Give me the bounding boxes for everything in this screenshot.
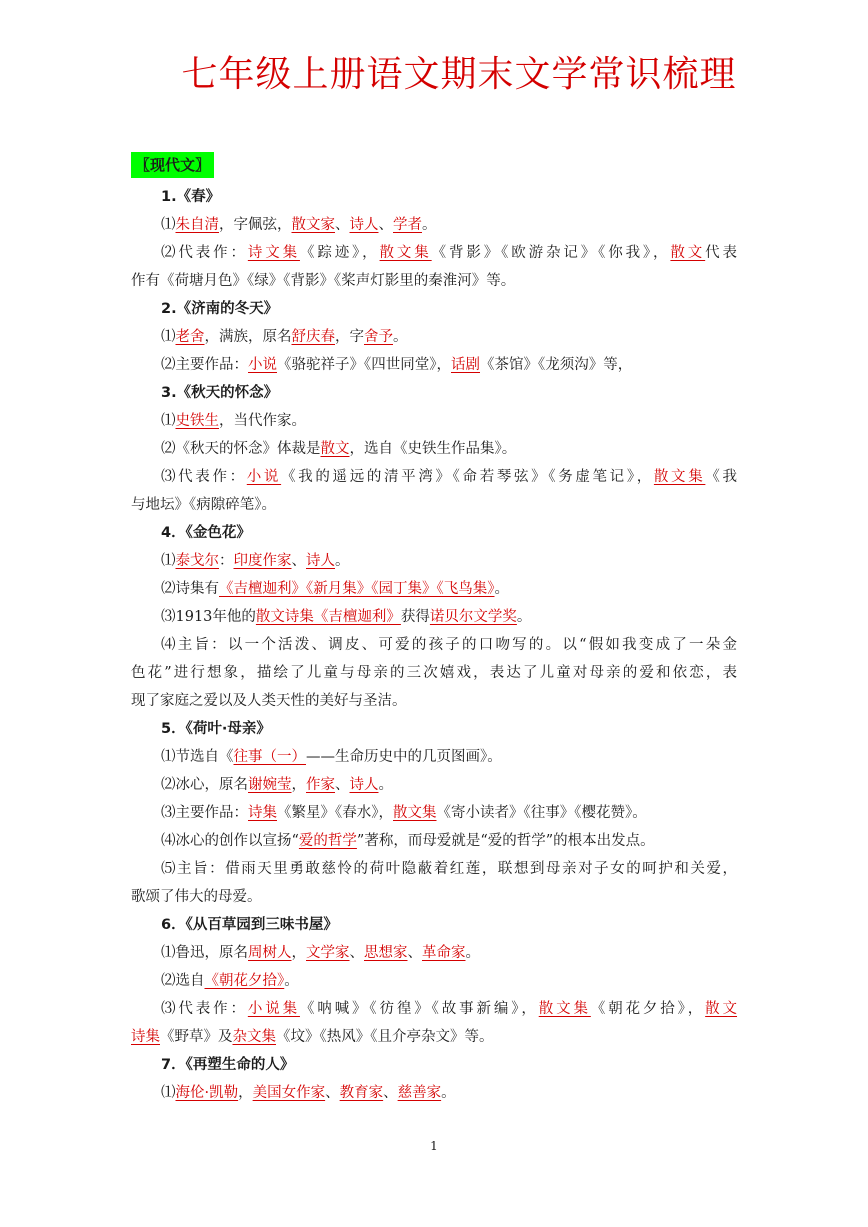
section-heading bbox=[131, 519, 737, 547]
text-span: ⑴ bbox=[161, 329, 176, 345]
answer-blank: 舍予 bbox=[364, 329, 393, 345]
text-line bbox=[131, 883, 737, 911]
text-span: 、 bbox=[325, 1085, 340, 1101]
text-line bbox=[131, 491, 737, 519]
text-span: 2.《济南的冬天》 bbox=[161, 301, 279, 317]
text-span: ， bbox=[238, 1085, 253, 1101]
text-span: ： bbox=[219, 553, 234, 569]
text-line bbox=[131, 967, 737, 995]
text-span: ，选自《史铁生作品集》。 bbox=[349, 441, 517, 457]
answer-blank: 教育家 bbox=[339, 1085, 384, 1101]
text-span: ⑴节选自《 bbox=[161, 749, 234, 765]
text-span: 3.《秋天的怀念》 bbox=[161, 385, 279, 401]
answer-blank: 学者 bbox=[393, 217, 422, 233]
answer-blank: 美国女作家 bbox=[252, 1085, 326, 1101]
text-line bbox=[131, 575, 737, 603]
text-span: ⑴ bbox=[161, 553, 176, 569]
answer-blank: 诗文集 bbox=[247, 245, 300, 261]
text-span: 。 bbox=[378, 777, 393, 793]
answer-blank: 散文集 bbox=[653, 469, 706, 485]
answer-blank: 散文 bbox=[670, 245, 706, 261]
text-line bbox=[131, 827, 737, 855]
answer-blank: 革命家 bbox=[422, 945, 466, 961]
text-line bbox=[131, 547, 737, 575]
text-span: 、 bbox=[378, 217, 393, 233]
text-span: 《寄小读者》《往事》《樱花赞》。 bbox=[436, 805, 647, 821]
text-span: ⑵《秋天的怀念》体裁是 bbox=[161, 441, 321, 457]
text-span: ， bbox=[291, 945, 306, 961]
section-tag: 〖现代文〗 bbox=[131, 152, 214, 178]
text-span: ⑷冰心的创作以宣扬“ bbox=[161, 833, 299, 849]
text-span: 《野草》及 bbox=[160, 1029, 233, 1045]
text-line bbox=[131, 351, 737, 379]
answer-blank: 小说 bbox=[246, 469, 282, 485]
text-span: 7．《再塑生命的人》 bbox=[161, 1057, 295, 1073]
text-span: 。 bbox=[422, 217, 437, 233]
answer-blank: 杂文集 bbox=[232, 1029, 276, 1045]
section-heading bbox=[131, 379, 737, 407]
text-span: 4．《金色花》 bbox=[161, 525, 251, 541]
text-span: ⑶主要作品： bbox=[161, 805, 248, 821]
answer-blank: 朱自清 bbox=[175, 217, 219, 233]
text-span: 作有《荷塘月色》《绿》《背影》《桨声灯影里的秦淮河》等。 bbox=[131, 273, 516, 289]
text-line bbox=[131, 631, 737, 659]
document-body bbox=[131, 183, 737, 1107]
section-heading bbox=[131, 715, 737, 743]
answer-blank: 海伦·凯勒 bbox=[175, 1085, 239, 1101]
text-span: 5．《荷叶·母亲》 bbox=[161, 721, 271, 737]
answer-blank: 作家 bbox=[306, 777, 335, 793]
text-span: ⑶代表作： bbox=[161, 469, 247, 485]
text-line bbox=[131, 407, 737, 435]
text-span: 6．《从百草园到三味书屋》 bbox=[161, 917, 338, 933]
text-line bbox=[131, 743, 737, 771]
answer-blank: 老舍 bbox=[175, 329, 205, 345]
text-span: 《呐喊》《彷徨》《故事新编》， bbox=[299, 1001, 539, 1017]
section-heading bbox=[131, 1051, 737, 1079]
text-span: ⑵代表作： bbox=[161, 245, 248, 261]
text-span: ⑴ bbox=[161, 413, 176, 429]
text-line bbox=[131, 687, 737, 715]
text-span: 获得 bbox=[400, 609, 430, 625]
text-span: ——生命历史中的几页图画》。 bbox=[306, 749, 502, 765]
text-span: 、 bbox=[335, 217, 350, 233]
text-line bbox=[131, 1023, 737, 1051]
text-line bbox=[131, 939, 737, 967]
answer-blank: 散文集 bbox=[538, 1001, 591, 1017]
text-span: 《我的遥远的清平湾》《命若琴弦》《务虚笔记》， bbox=[281, 469, 654, 485]
text-span: 、 bbox=[383, 1085, 398, 1101]
text-span: 。 bbox=[393, 329, 408, 345]
text-span: ，当代作家。 bbox=[219, 413, 306, 429]
answer-blank: 话剧 bbox=[451, 357, 480, 373]
answer-blank: 印度作家 bbox=[233, 553, 292, 569]
section-heading bbox=[131, 183, 737, 211]
text-span: 色花”进行想象，描绘了儿童与母亲的三次嬉戏，表达了儿童对母亲的爱和依恋，表 bbox=[131, 665, 737, 681]
text-line bbox=[131, 799, 737, 827]
text-span: 《繁星》《春水》， bbox=[277, 805, 393, 821]
section-heading bbox=[131, 295, 737, 323]
text-span: 。 bbox=[494, 581, 509, 597]
answer-blank: 诗人 bbox=[349, 217, 379, 233]
text-span: ⑵主要作品： bbox=[161, 357, 248, 373]
text-line bbox=[131, 995, 737, 1023]
text-span: 《踪迹》， bbox=[299, 245, 380, 261]
page-number: 1 bbox=[430, 1139, 438, 1153]
page-title: 七年级上册语文期末文学常识梳理 bbox=[181, 54, 737, 95]
text-span: ⑵冰心，原名 bbox=[161, 777, 248, 793]
text-span: 、 bbox=[291, 553, 306, 569]
text-span: 《背影》《欧游杂记》《你我》， bbox=[431, 245, 671, 261]
answer-blank: 小说 bbox=[248, 357, 277, 373]
text-span: ，字 bbox=[335, 329, 364, 345]
answer-blank: 慈善家 bbox=[397, 1085, 442, 1101]
text-span: 《朝花夕拾》， bbox=[590, 1001, 706, 1017]
answer-blank: 诗人 bbox=[349, 777, 379, 793]
answer-blank: 诗集 bbox=[248, 805, 277, 821]
text-line bbox=[131, 659, 737, 687]
text-span: 。 bbox=[516, 609, 532, 625]
text-span: ，满族，原名 bbox=[204, 329, 292, 345]
answer-blank: 诗集 bbox=[131, 1029, 160, 1045]
text-span: 代表 bbox=[705, 245, 738, 261]
answer-blank: 诗人 bbox=[306, 553, 335, 569]
text-line bbox=[131, 267, 737, 295]
text-span: ⑷主旨：以一个活泼、调皮、可爱的孩子的口吻写的。以“假如我变成了一朵金 bbox=[161, 637, 737, 653]
answer-blank: 往事（一） bbox=[233, 749, 306, 765]
answer-blank: 爱的哲学 bbox=[298, 833, 357, 849]
text-span: ⑸主旨：借雨天里勇敢慈怜的荷叶隐蔽着红莲，联想到母亲对子女的呵护和关爱， bbox=[161, 861, 737, 877]
text-span: ⑶1913年他的 bbox=[161, 609, 256, 625]
answer-blank: 散文 bbox=[320, 441, 350, 457]
text-span: 。 bbox=[441, 1085, 456, 1101]
text-span: 《骆驼祥子》《四世同堂》， bbox=[277, 357, 451, 373]
answer-blank: 散文集 bbox=[379, 245, 432, 261]
text-span: ⑶代表作： bbox=[161, 1001, 248, 1017]
text-line bbox=[131, 435, 737, 463]
answer-blank: 思想家 bbox=[364, 945, 408, 961]
text-span: ，字佩弦， bbox=[219, 217, 292, 233]
text-span: 歌颂了伟大的母爱。 bbox=[131, 889, 262, 905]
text-span: 。 bbox=[465, 945, 480, 961]
answer-blank: 《吉檀迦利》《新月集》《园丁集》《飞鸟集》 bbox=[219, 581, 495, 597]
text-span: 现了家庭之爱以及人类天性的美好与圣洁。 bbox=[131, 693, 407, 709]
text-span: ， bbox=[291, 777, 306, 793]
text-span: 《茶馆》《龙须沟》等， bbox=[480, 357, 633, 373]
text-line bbox=[131, 463, 737, 491]
answer-blank: 诺贝尔文学奖 bbox=[429, 609, 517, 625]
text-line bbox=[131, 323, 737, 351]
text-span: 《我 bbox=[705, 469, 738, 485]
answer-blank: 史铁生 bbox=[175, 413, 219, 429]
answer-blank: 舒庆春 bbox=[291, 329, 335, 345]
text-span: 。 bbox=[284, 973, 299, 989]
text-span: ⑵选自 bbox=[161, 973, 205, 989]
text-span: 1.《春》 bbox=[161, 189, 221, 205]
answer-blank: 散文家 bbox=[291, 217, 335, 233]
text-line bbox=[131, 855, 737, 883]
text-span: 。 bbox=[335, 553, 350, 569]
text-span: 、 bbox=[335, 777, 350, 793]
answer-blank: 谢婉莹 bbox=[248, 777, 292, 793]
text-line bbox=[131, 211, 737, 239]
text-span: ”著称，而母爱就是“爱的哲学”的根本出发点。 bbox=[356, 833, 655, 849]
text-span: ⑴ bbox=[161, 1085, 176, 1101]
answer-blank: 散文 bbox=[705, 1001, 738, 1017]
text-span: ⑴鲁迅，原名 bbox=[161, 945, 248, 961]
text-span: ⑴ bbox=[161, 217, 176, 233]
answer-blank: 小说集 bbox=[247, 1001, 300, 1017]
text-span: ⑵诗集有 bbox=[161, 581, 219, 597]
text-span: 、 bbox=[349, 945, 364, 961]
text-line bbox=[131, 1079, 737, 1107]
text-span: 与地坛》《病隙碎笔》。 bbox=[131, 497, 276, 513]
text-span: 《坟》《热风》《且介亭杂文》等。 bbox=[276, 1029, 494, 1045]
text-line bbox=[131, 771, 737, 799]
answer-blank: 散文集 bbox=[393, 805, 437, 821]
section-heading bbox=[131, 911, 737, 939]
text-span: 、 bbox=[407, 945, 422, 961]
answer-blank: 泰戈尔 bbox=[175, 553, 219, 569]
text-line bbox=[131, 603, 737, 631]
answer-blank: 散文诗集《吉檀迦利》 bbox=[255, 609, 401, 625]
answer-blank: 《朝花夕拾》 bbox=[204, 973, 285, 989]
answer-blank: 文学家 bbox=[306, 945, 350, 961]
text-line bbox=[131, 239, 737, 267]
answer-blank: 周树人 bbox=[248, 945, 292, 961]
